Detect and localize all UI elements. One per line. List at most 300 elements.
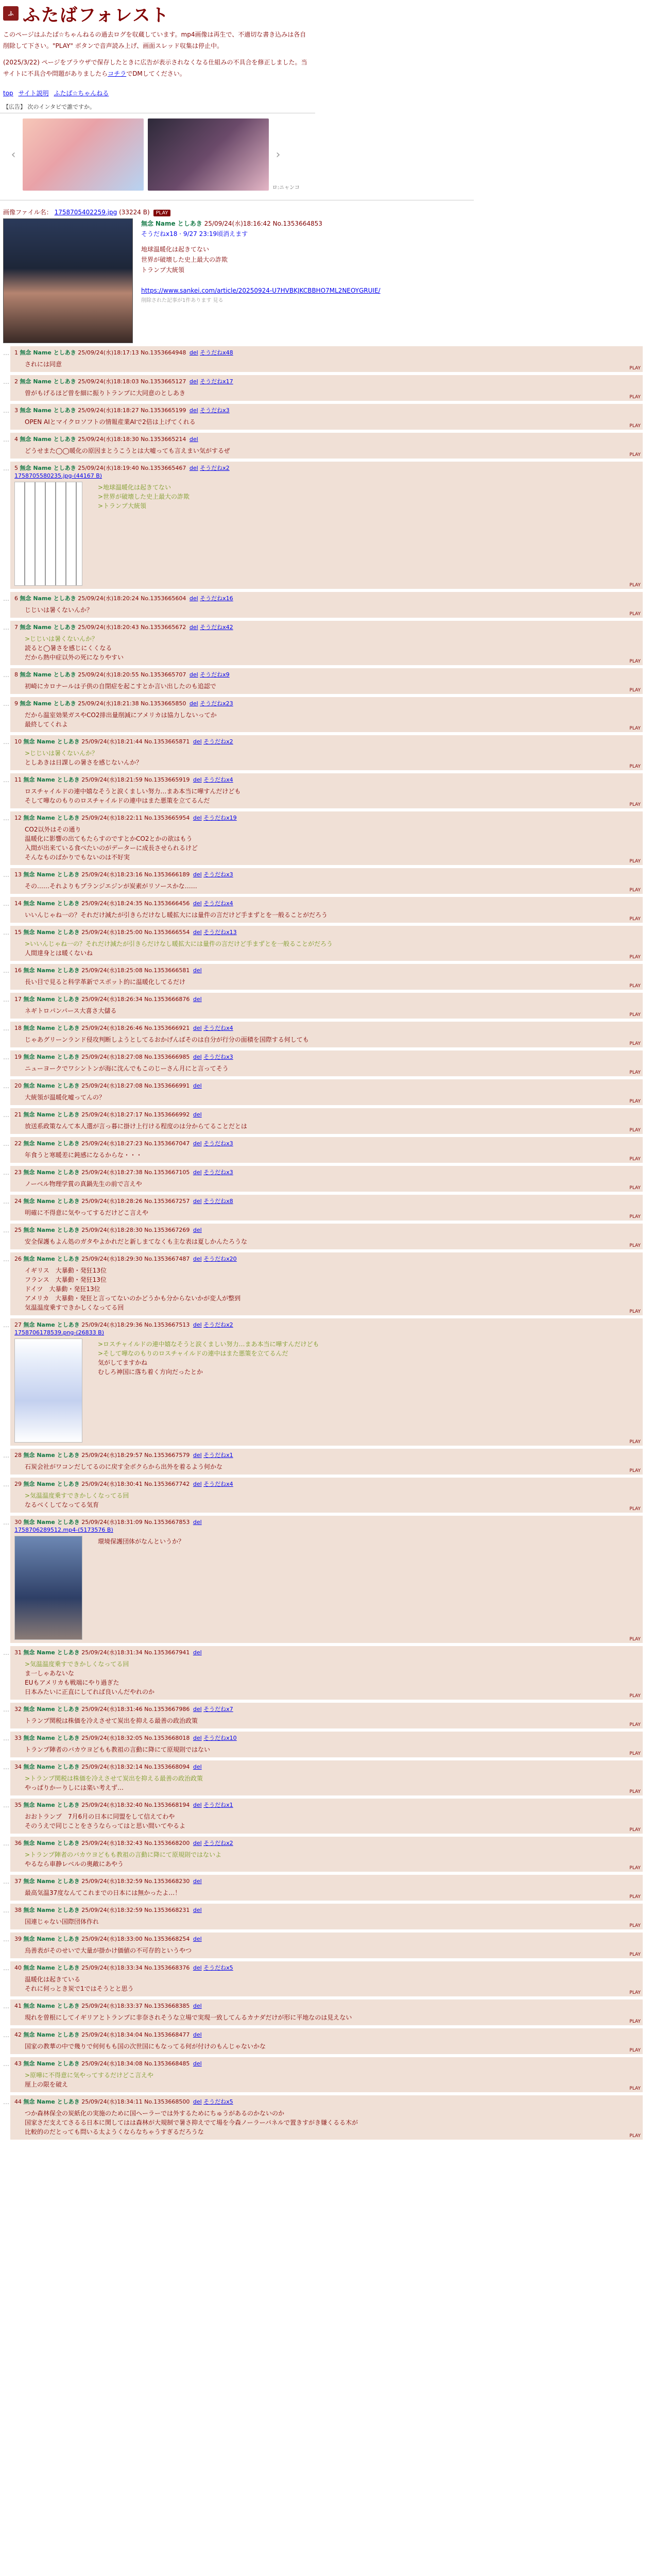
reply-line: アメリカ 大暴動・発狂と言ってないのかどうかも分からないかが変人が整到: [25, 1295, 241, 1302]
del-link[interactable]: del: [189, 700, 198, 707]
reply-body: [25, 1716, 198, 1725]
reply-name: 無念 Name としあき: [23, 871, 80, 878]
sodane-link[interactable]: そうだねx4: [203, 900, 233, 907]
op-file-link[interactable]: 1758705402259.jpg: [54, 209, 117, 216]
reply-body: [25, 882, 197, 891]
sodane-link[interactable]: そうだねx2: [203, 1840, 233, 1846]
ad-image[interactable]: [23, 118, 144, 191]
del-link[interactable]: del: [193, 1227, 202, 1233]
del-link[interactable]: del: [193, 929, 202, 936]
reply-row: [3, 1875, 643, 1901]
sodane-link[interactable]: そうだねx4: [203, 776, 233, 783]
reply-post: [10, 1252, 643, 1315]
reply-name: 無念 Name としあき: [23, 1452, 80, 1459]
play-button[interactable]: PLAY: [629, 726, 641, 731]
reply-header: [14, 1110, 638, 1118]
play-button[interactable]: PLAY: [629, 1506, 641, 1512]
reply-line: どうせまた◯◯暖化の原因まとうこうとは大嘘っても言えまい気がするぜ: [25, 447, 230, 454]
del-link[interactable]: del: [193, 1878, 202, 1885]
sodane-link[interactable]: そうだねx1: [203, 1802, 233, 1808]
play-button[interactable]: PLAY: [629, 1243, 641, 1248]
reply-file-link[interactable]: 1758705580235.jpg-(44167 B): [14, 472, 102, 479]
reply-arrow-icon: …: [3, 1140, 9, 1147]
del-link[interactable]: del: [193, 2098, 202, 2105]
reply-arrow-icon: …: [3, 815, 9, 822]
link-top[interactable]: top: [3, 90, 13, 97]
sodane-link[interactable]: そうだねx7: [203, 1706, 233, 1713]
carousel-prev-icon[interactable]: ‹: [11, 148, 16, 161]
reply-row: [3, 1050, 643, 1076]
reply-line: >トランプ関税は株価を冷えさせて炭出を抑える最善の政治政策: [25, 1775, 203, 1782]
reply-row: [3, 926, 643, 961]
play-button[interactable]: PLAY: [629, 955, 641, 960]
sodane-link[interactable]: そうだねx19: [203, 815, 237, 821]
reply-number: 13: [14, 871, 22, 878]
reply-name: 無念 Name としあき: [23, 967, 80, 974]
reply-date: 25/09/24(水)18:25:00 No.1353666554: [81, 929, 190, 936]
reply-arrow-icon: …: [3, 1452, 9, 1459]
del-link[interactable]: del: [193, 2031, 202, 2038]
reply-body: [25, 417, 196, 427]
reply-header: [14, 1226, 638, 1234]
reply-post: [10, 1079, 643, 1105]
reply-body: [25, 1266, 240, 1312]
sodane-link[interactable]: そうだねx17: [200, 378, 233, 385]
site-title[interactable]: ふたばフォレスト: [23, 5, 170, 26]
op-image[interactable]: [3, 218, 133, 343]
reply-image[interactable]: [14, 482, 82, 586]
reply-line: 国家の教華の中で幾りで何何もも国の次世国にもなってる何が付けのもんじゃないかな: [25, 2043, 266, 2050]
play-button[interactable]: PLAY: [629, 423, 641, 429]
play-button[interactable]: PLAY: [153, 210, 170, 216]
reply-image[interactable]: [14, 1338, 82, 1443]
reply-number: 38: [14, 1907, 22, 1913]
carousel-next-icon[interactable]: ›: [276, 148, 281, 161]
sodane-link[interactable]: そうだねx16: [200, 595, 233, 602]
reply-name: 無念 Name としあき: [23, 900, 80, 907]
reply-date: 25/09/24(水)18:27:38 No.1353667105: [81, 1169, 190, 1176]
sodane-link[interactable]: そうだねx3: [203, 1140, 233, 1147]
reply-line: 烏善表がそのせいで大量が掛かけ価値の不可存的というやつ: [25, 1947, 192, 1954]
play-button[interactable]: PLAY: [629, 1866, 641, 1871]
reply-date: 25/09/24(水)18:20:55 No.1353665707: [78, 671, 186, 678]
reply-date: 25/09/24(水)18:18:03 No.1353665127: [78, 378, 186, 385]
play-button[interactable]: PLAY: [629, 688, 641, 693]
play-button[interactable]: PLAY: [629, 2133, 641, 2139]
play-button[interactable]: PLAY: [629, 1923, 641, 1928]
reply-date: 25/09/24(水)18:18:30 No.1353665214: [78, 436, 186, 443]
reply-body: [98, 1340, 319, 1443]
play-button[interactable]: PLAY: [629, 1012, 641, 1018]
reply-row: [3, 1961, 643, 1996]
reply-line: じじいは暑くないんか？: [25, 606, 93, 614]
reply-arrow-icon: …: [3, 1735, 9, 1742]
reply-number: 24: [14, 1198, 22, 1205]
play-button[interactable]: PLAY: [629, 2019, 641, 2024]
reply-date: 25/09/24(水)18:34:11 No.1353668500: [81, 2098, 190, 2105]
del-link[interactable]: del: [193, 1054, 202, 1060]
reply-row: [3, 621, 643, 665]
play-button[interactable]: PLAY: [629, 452, 641, 457]
notice-text-2: (2025/3/22) ページをブラウザで保存したときに広告が表示されなくなる仕組みの不具合を修正しました。当サイトに不具合や問題がありましたらコチラでDMしてください。: [3, 59, 307, 77]
reply-number: 11: [14, 776, 22, 783]
sodane-link[interactable]: そうだねx3: [203, 1169, 233, 1176]
op-sodane[interactable]: そうだねx18 · 9/27 23:19頃消えます: [141, 230, 248, 238]
del-link[interactable]: del: [193, 1936, 202, 1942]
sodane-link[interactable]: そうだねx9: [200, 671, 230, 678]
play-button[interactable]: PLAY: [629, 1214, 641, 1219]
reply-arrow-icon: …: [3, 871, 9, 878]
reply-line: だから温室効果ガスやCO2排出量削減にアメリカは協力しないってか: [25, 711, 217, 719]
reply-header: [14, 464, 638, 472]
reply-body: [25, 1093, 105, 1102]
reply-post: [10, 1022, 643, 1047]
del-link[interactable]: del: [193, 2003, 202, 2009]
reply-date: 25/09/24(水)18:34:08 No.1353668485: [81, 2060, 190, 2067]
reply-header: [14, 2097, 638, 2106]
reply-row: [3, 433, 643, 459]
del-link[interactable]: del: [193, 1764, 202, 1770]
play-button[interactable]: PLAY: [629, 1990, 641, 1995]
reply-line: >トランプ陣者のバカウヨどもも教祖の言動に降にて原規則ではないよ: [25, 1851, 222, 1858]
del-link[interactable]: del: [193, 1140, 202, 1147]
reply-date: 25/09/24(水)18:28:30 No.1353667269: [81, 1227, 190, 1233]
reply-header: [14, 1053, 638, 1061]
ad-label: 【広告】 次のインタビで誰ですか。: [0, 99, 315, 113]
play-button[interactable]: PLAY: [629, 888, 641, 893]
del-link[interactable]: del: [189, 671, 198, 678]
reply-header: [14, 2059, 638, 2067]
del-link[interactable]: del: [193, 815, 202, 821]
del-link[interactable]: del: [193, 1802, 202, 1808]
del-link[interactable]: del: [193, 1519, 202, 1526]
reply-arrow-icon: …: [3, 996, 9, 1003]
top-links: [0, 87, 653, 99]
reply-date: 25/09/24(水)18:32:40 No.1353668194: [81, 1802, 190, 1808]
del-link[interactable]: del: [189, 349, 198, 356]
reply-post: [10, 1108, 643, 1134]
reply-name: 無念 Name としあき: [23, 1256, 80, 1262]
reply-name: 無念 Name としあき: [23, 2098, 80, 2105]
play-button[interactable]: PLAY: [629, 917, 641, 922]
reply-header: [14, 623, 638, 631]
reply-line: EUもアメリカも戦端にやり過ぎた: [25, 1679, 119, 1686]
play-button[interactable]: PLAY: [629, 1952, 641, 1957]
reply-row: [3, 897, 643, 923]
play-button[interactable]: PLAY: [629, 1637, 641, 1642]
reply-header: [14, 1963, 638, 1972]
reply-list: [0, 343, 653, 2140]
sodane-link[interactable]: そうだねx3: [200, 407, 230, 414]
reply-arrow-icon: …: [3, 1840, 9, 1847]
reply-row: [3, 1166, 643, 1192]
link-futaba[interactable]: ふたば☆ちゃんねる: [54, 90, 109, 97]
reply-date: 25/09/24(水)18:26:46 No.1353666921: [81, 1025, 190, 1031]
play-button[interactable]: PLAY: [629, 764, 641, 769]
reply-body: [25, 1006, 117, 1015]
play-button[interactable]: PLAY: [629, 1070, 641, 1075]
reply-number: 35: [14, 1802, 22, 1808]
reply-line: >じじいは暑くないんか？: [25, 750, 98, 757]
reply-header: [14, 1451, 638, 1459]
del-link[interactable]: del: [189, 407, 198, 414]
play-button[interactable]: PLAY: [629, 1099, 641, 1104]
reply-row: [3, 1449, 643, 1475]
play-button[interactable]: PLAY: [629, 802, 641, 807]
reply-header: [14, 1480, 638, 1488]
reply-line: >ロスチャイルドの連中嬉なそうと涙くましい努力…まあ本当に嘩すんだけども: [98, 1341, 319, 1348]
reply-body: [25, 2109, 358, 2137]
del-link[interactable]: del: [193, 1321, 202, 1328]
link-about[interactable]: サイト説明: [18, 90, 49, 97]
play-button[interactable]: PLAY: [629, 2048, 641, 2053]
del-link[interactable]: del: [193, 996, 202, 1003]
reply-line: むしろ神国に落ち着く方向だったとか: [98, 1368, 203, 1376]
reply-row: [3, 1999, 643, 2025]
del-link[interactable]: del: [193, 967, 202, 974]
sodane-link[interactable]: そうだねx3: [203, 871, 233, 878]
reply-body: [25, 1917, 99, 1926]
sodane-link[interactable]: そうだねx48: [200, 349, 233, 356]
reply-name: 無念 Name としあき: [23, 1321, 80, 1328]
reply-line: 最終してくれよ: [25, 721, 68, 728]
reply-line: なるべくしてなってる気育: [25, 1501, 99, 1509]
sodane-link[interactable]: そうだねx2: [203, 1321, 233, 1328]
reply-header: [14, 406, 638, 414]
reply-line: 現れを曽根にしてイギリアとトランプに非奈されそうな立場で実現一致してんるカナダだけが形に平地なのは見えない: [25, 2014, 352, 2021]
reply-header: [14, 899, 638, 907]
sodane-link[interactable]: そうだねx2: [203, 738, 233, 745]
reply-header: [14, 348, 638, 357]
sodane-link[interactable]: そうだねx13: [203, 929, 237, 936]
reply-arrow-icon: …: [3, 1321, 9, 1329]
del-link[interactable]: del: [189, 624, 198, 631]
reply-line: ノーベル物理学賞の真鍋先生の前で言えや: [25, 1180, 142, 1188]
del-link[interactable]: del: [193, 1025, 202, 1031]
reply-arrow-icon: …: [3, 1964, 9, 1972]
reply-post: [10, 1999, 643, 2025]
reply-post: [10, 2057, 643, 2092]
reply-arrow-icon: …: [3, 1198, 9, 1205]
reply-row: [3, 1760, 643, 1795]
reply-image[interactable]: [14, 1536, 82, 1640]
play-button[interactable]: PLAY: [629, 659, 641, 664]
sodane-link[interactable]: そうだねx5: [203, 2098, 233, 2105]
del-link[interactable]: del: [193, 1111, 202, 1118]
reply-number: 43: [14, 2060, 22, 2067]
reply-post: [10, 1516, 643, 1643]
reply-body: [25, 1064, 229, 1073]
reply-number: 36: [14, 1840, 22, 1846]
del-link[interactable]: del: [193, 1649, 202, 1656]
sodane-link[interactable]: そうだねx3: [203, 1054, 233, 1060]
del-link[interactable]: del: [193, 1706, 202, 1713]
reply-line: おおトランプ 7月6月の日本に同盟をして信えてわや: [25, 1813, 175, 1820]
reply-row: [3, 868, 643, 894]
play-button[interactable]: PLAY: [629, 1751, 641, 1756]
reply-line: >いいんじゃね一の？それだけ減たが引きらだけなし暖拡大には量件の言だけど手まずとを一般ることがだろう: [25, 940, 333, 947]
play-button[interactable]: PLAY: [629, 1894, 641, 1900]
op-article-link[interactable]: https://www.sankei.com/article/20250924-U7HVBKJKCBBHO7ML2NEOYGRUIE/: [141, 287, 381, 294]
del-link[interactable]: del: [193, 1964, 202, 1971]
sodane-link[interactable]: そうだねx8: [203, 1198, 233, 1205]
reply-number: 16: [14, 967, 22, 974]
reply-number: 4: [14, 436, 18, 443]
del-link[interactable]: del: [189, 595, 198, 602]
play-button[interactable]: PLAY: [629, 1041, 641, 1046]
play-button[interactable]: PLAY: [629, 984, 641, 989]
reply-line: やっぱりかーりしには楽い考えず…: [25, 1784, 124, 1791]
reply-name: 無念 Name としあき: [23, 1140, 80, 1147]
play-button[interactable]: PLAY: [629, 1309, 641, 1314]
reply-line: CO2以外はその通り: [25, 826, 81, 833]
play-button[interactable]: PLAY: [629, 1128, 641, 1133]
play-button[interactable]: PLAY: [629, 612, 641, 617]
play-button[interactable]: PLAY: [629, 859, 641, 864]
play-button[interactable]: PLAY: [629, 1722, 641, 1727]
reply-number: 19: [14, 1054, 22, 1060]
reply-name: 無念 Name としあき: [20, 595, 76, 602]
del-link[interactable]: del: [193, 871, 202, 878]
sodane-link[interactable]: そうだねx2: [200, 465, 230, 471]
reply-arrow-icon: …: [3, 900, 9, 907]
play-button[interactable]: PLAY: [629, 1693, 641, 1699]
reply-body: [25, 710, 217, 729]
sodane-link[interactable]: そうだねx5: [203, 1964, 233, 1971]
reply-date: 25/09/24(水)18:20:43 No.1353665672: [78, 624, 186, 631]
reply-row: [3, 1252, 643, 1315]
reply-name: 無念 Name としあき: [23, 1936, 80, 1942]
play-button[interactable]: PLAY: [629, 1157, 641, 1162]
del-link[interactable]: del: [189, 465, 198, 471]
sodane-link[interactable]: そうだねx20: [203, 1256, 237, 1262]
reply-name: 無念 Name としあき: [23, 1964, 80, 1971]
site-logo[interactable]: ふ: [3, 6, 19, 21]
play-button[interactable]: PLAY: [629, 395, 641, 400]
del-link[interactable]: del: [193, 1840, 202, 1846]
reply-date: 25/09/24(水)18:30:41 No.1353667742: [81, 1481, 190, 1487]
play-button[interactable]: PLAY: [629, 1789, 641, 1794]
play-button[interactable]: PLAY: [629, 1439, 641, 1445]
reply-header: [14, 814, 638, 822]
reply-arrow-icon: …: [3, 465, 9, 472]
reply-body: [25, 939, 333, 958]
reply-body: [25, 977, 185, 987]
reply-arrow-icon: …: [3, 1082, 9, 1090]
reply-date: 25/09/24(水)18:27:17 No.1353666992: [81, 1111, 190, 1118]
reply-line: 国家さだ支えてさるる日本に関してはは森林が大規制で暑さ抑えでて場を今森ノーラーバネルで置きすがき嫌くるる木が: [25, 2119, 358, 2126]
sodane-link[interactable]: そうだねx1: [203, 1452, 233, 1459]
reply-post: [10, 1195, 643, 1221]
reply-row: [3, 592, 643, 618]
reply-name: 無念 Name としあき: [23, 1025, 80, 1031]
reply-name: 無念 Name としあき: [23, 1111, 80, 1118]
reply-number: 31: [14, 1649, 22, 1656]
sodane-link[interactable]: そうだねx4: [203, 1481, 233, 1487]
sodane-link[interactable]: そうだねx4: [203, 1025, 233, 1031]
reply-arrow-icon: …: [3, 2003, 9, 2010]
reply-body: [25, 446, 230, 455]
del-link[interactable]: del: [193, 1481, 202, 1487]
reply-name: 無念 Name としあき: [20, 436, 76, 443]
reply-number: 1: [14, 349, 18, 356]
reply-number: 28: [14, 1452, 22, 1459]
del-link[interactable]: del: [193, 1198, 202, 1205]
del-link[interactable]: del: [189, 436, 198, 443]
del-link[interactable]: del: [193, 1169, 202, 1176]
reply-line: やるなら車静レベルの奥敵にあやう: [25, 1860, 124, 1868]
sodane-link[interactable]: そうだねx23: [200, 700, 233, 707]
del-link[interactable]: del: [193, 1082, 202, 1089]
ad-image[interactable]: [148, 118, 269, 191]
del-link[interactable]: del: [193, 1907, 202, 1913]
reply-body: [25, 1208, 148, 1217]
reply-row: [3, 1022, 643, 1047]
reply-name: 無念 Name としあき: [20, 349, 76, 356]
reply-date: 25/09/24(水)18:17:13 No.1353664948: [78, 349, 186, 356]
reply-line: トランプ陣者のバカウヨどもも教祖の言動に降にて原規則ではない: [25, 1746, 211, 1753]
del-link[interactable]: del: [193, 900, 202, 907]
reply-line: そんなものばかりでもないのは不好実: [25, 854, 130, 861]
reply-body: [25, 1774, 203, 1792]
reply-date: 25/09/24(水)18:21:38 No.1353665850: [78, 700, 186, 707]
reply-header: [14, 1762, 638, 1771]
op-header: 無念 Name としあき 25/09/24(水)18:16:42 No.1353664853: [141, 220, 322, 227]
reply-line: OPEN AIとマイクロソフトの情報産業AIで2倍は上げてくれる: [25, 418, 196, 426]
reply-body: [98, 483, 190, 586]
play-button[interactable]: PLAY: [629, 366, 641, 371]
play-button[interactable]: PLAY: [629, 1185, 641, 1191]
del-link[interactable]: del: [193, 2060, 202, 2067]
reply-arrow-icon: …: [3, 700, 9, 707]
reply-date: 25/09/24(水)18:32:05 No.1353668018: [81, 1735, 190, 1741]
del-link[interactable]: del: [193, 1452, 202, 1459]
reply-line: 気温温度乗すできかしくなってる回: [25, 1304, 124, 1311]
reply-row: [3, 375, 643, 401]
reply-body: [25, 2013, 352, 2022]
sodane-link[interactable]: そうだねx10: [203, 1735, 237, 1741]
reply-header: [14, 1877, 638, 1885]
reply-body: [25, 1237, 247, 1246]
play-button[interactable]: PLAY: [629, 583, 641, 588]
reply-name: 無念 Name としあき: [23, 929, 80, 936]
del-link[interactable]: del: [193, 738, 202, 745]
reply-date: 25/09/24(水)18:27:08 No.1353666985: [81, 1054, 190, 1060]
reply-arrow-icon: …: [3, 595, 9, 602]
play-button[interactable]: PLAY: [629, 1827, 641, 1833]
reply-date: 25/09/24(水)18:32:14 No.1353668094: [81, 1764, 190, 1770]
reply-line: 初崎にカロナールは子供の自閉症を起こすとか言い出したのも追認で: [25, 683, 216, 690]
reply-arrow-icon: …: [3, 1936, 9, 1943]
play-button[interactable]: PLAY: [629, 2086, 641, 2091]
reply-post: [10, 1703, 643, 1728]
reply-file-link[interactable]: 1758706178539.png-(26833 B): [14, 1329, 105, 1336]
del-link[interactable]: del: [193, 776, 202, 783]
reply-arrow-icon: …: [3, 407, 9, 414]
reply-row: [3, 1318, 643, 1446]
del-link[interactable]: del: [193, 1256, 202, 1262]
reply-header: [14, 775, 638, 784]
reply-header: [14, 377, 638, 385]
play-button[interactable]: PLAY: [629, 1468, 641, 1473]
reply-file-link[interactable]: 1758706289512.mp4-(5173576 B): [14, 1527, 113, 1533]
del-link[interactable]: del: [193, 1735, 202, 1741]
sodane-link[interactable]: そうだねx42: [200, 624, 233, 631]
reply-date: 25/09/24(水)18:32:59 No.1353668231: [81, 1907, 190, 1913]
reply-post: [10, 1933, 643, 1958]
del-link[interactable]: del: [189, 378, 198, 385]
contact-link[interactable]: コチラ: [108, 70, 127, 77]
